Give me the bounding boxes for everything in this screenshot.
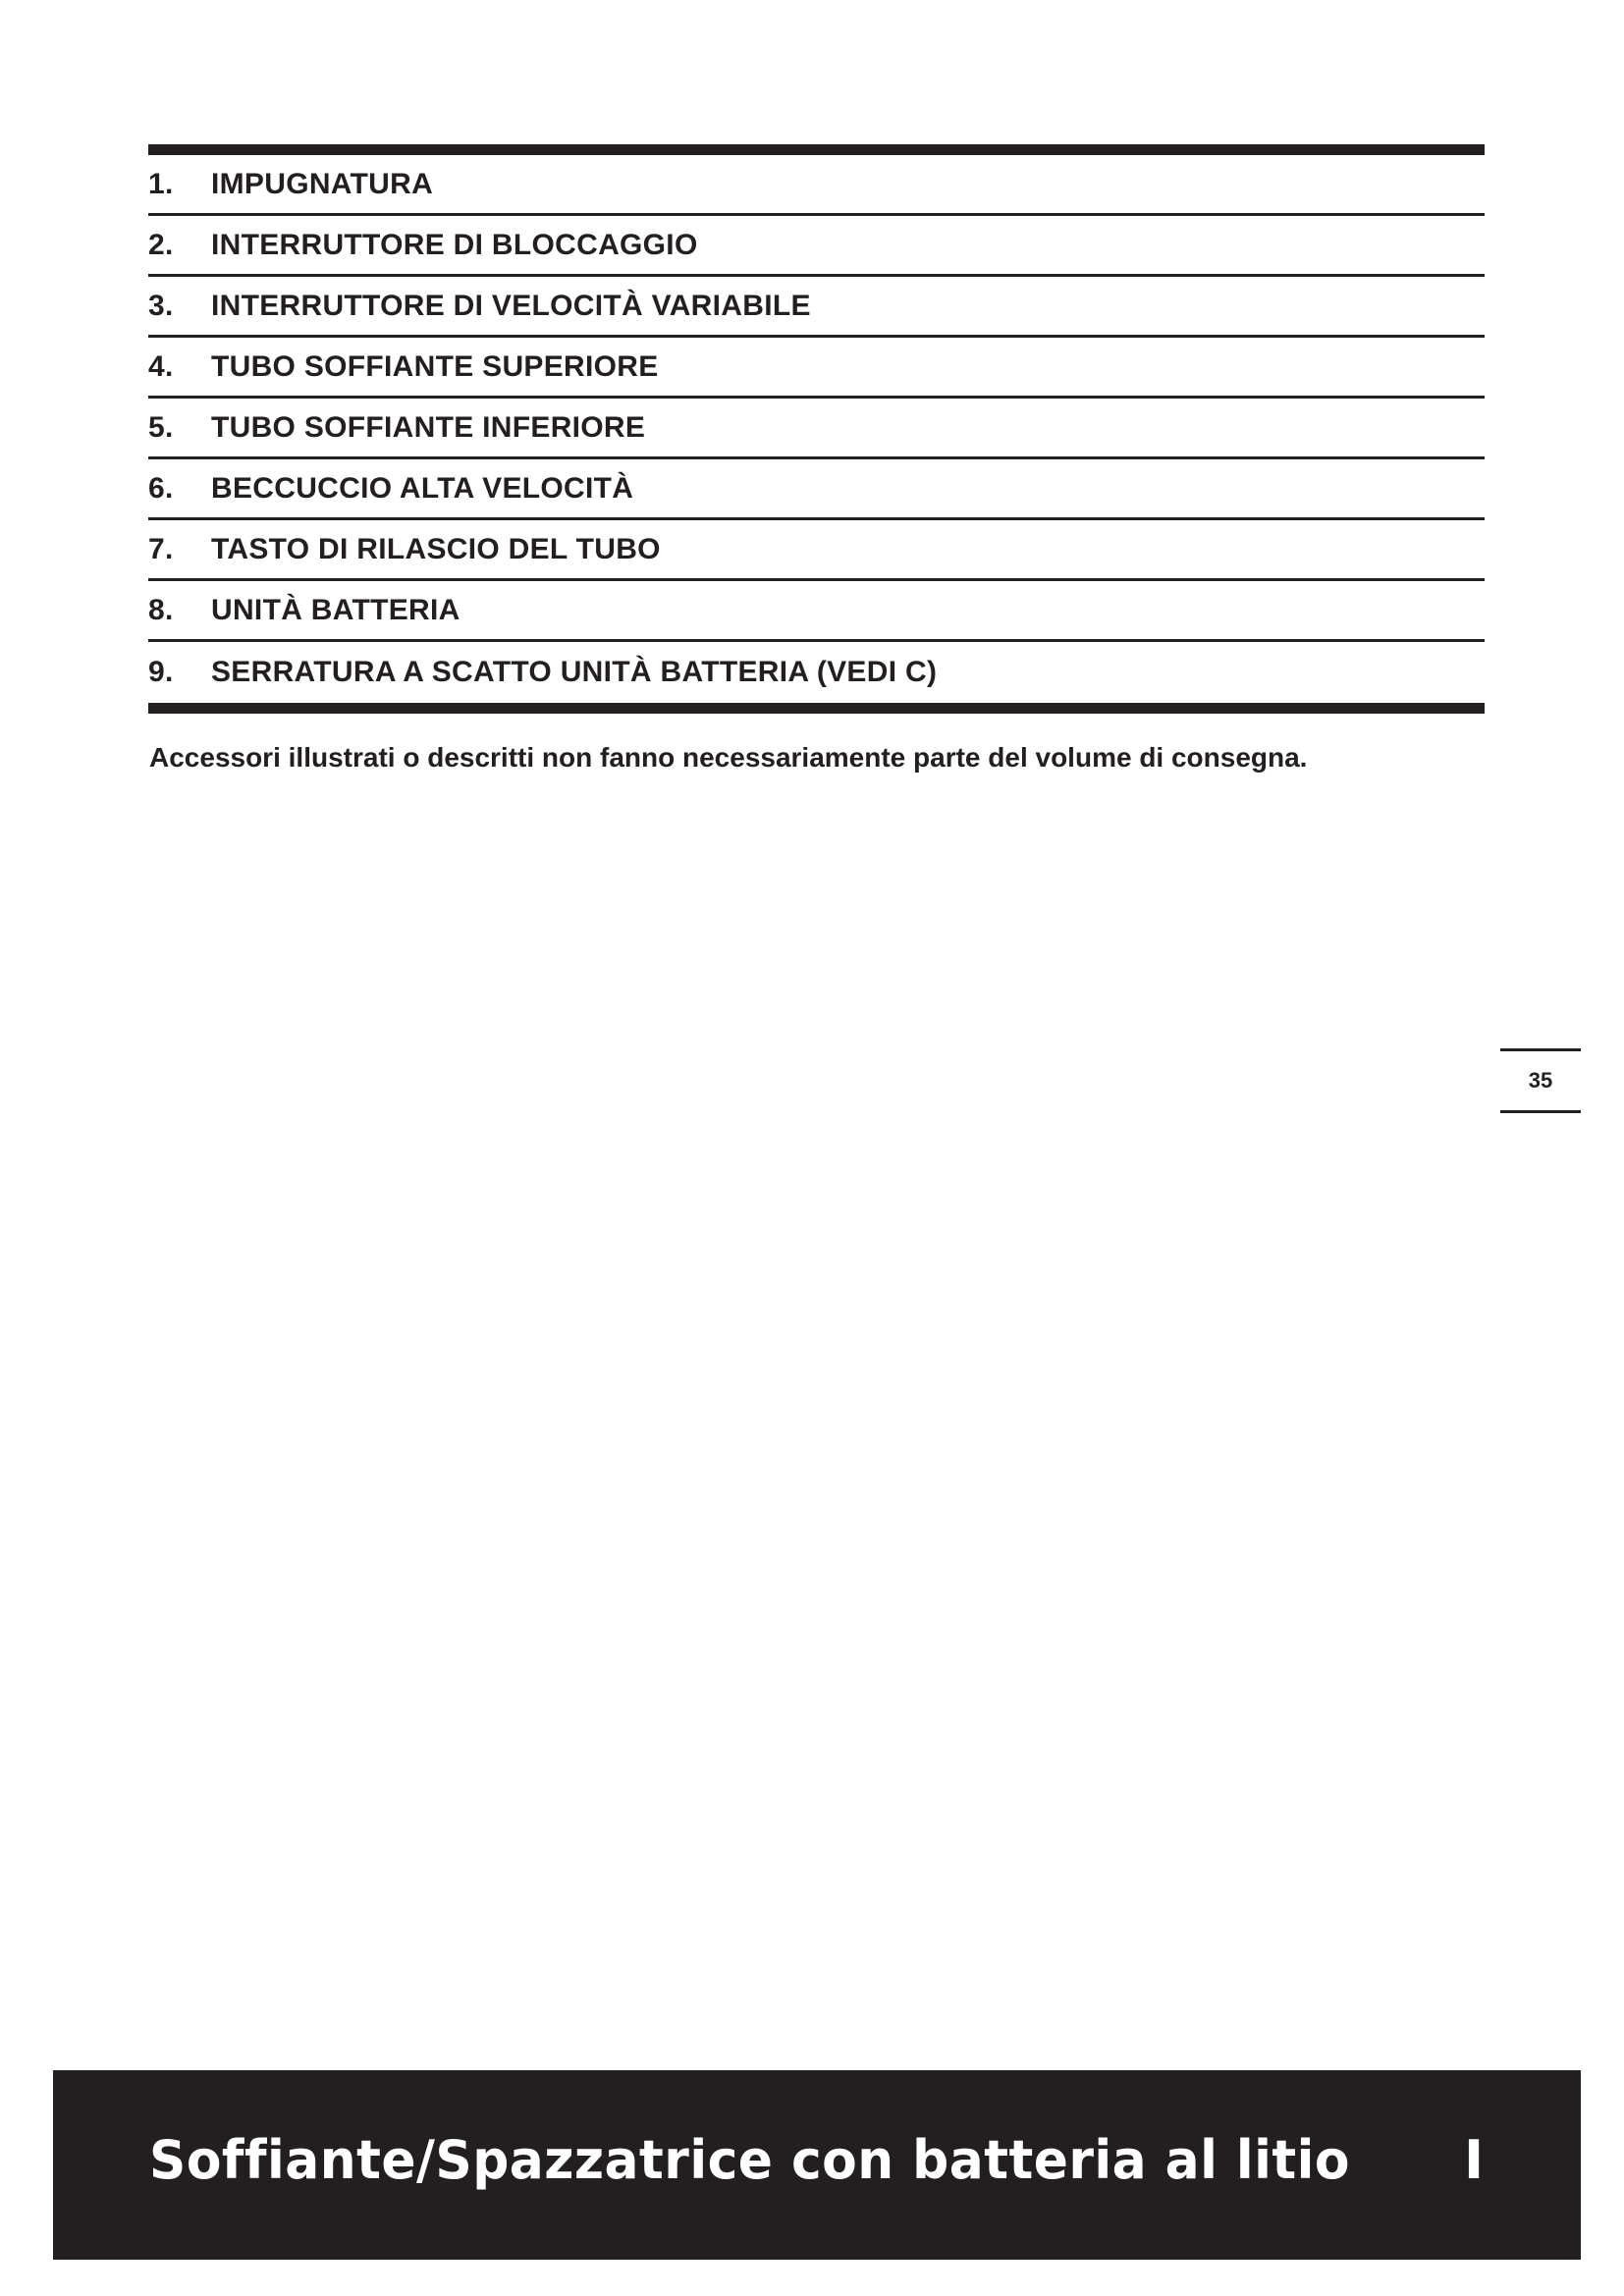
part-number: 9.: [148, 656, 174, 688]
accessories-note: Accessori illustrati o descritti non fanno necessariamente parte del volume di consegna.: [149, 742, 1308, 773]
parts-list: [148, 144, 1485, 714]
part-item: [148, 581, 1485, 642]
part-number: 7.: [148, 532, 174, 565]
part-item: [148, 155, 1485, 216]
footer-title: Soffiante/Spazzatrice con batteria al litio: [149, 2129, 1351, 2191]
part-item: [148, 338, 1485, 399]
part-number: 2.: [148, 228, 174, 261]
part-number: 1.: [148, 167, 174, 200]
part-label: TUBO SOFFIANTE SUPERIORE: [211, 349, 659, 383]
part-label: INTERRUTTORE DI BLOCCAGGIO: [211, 228, 698, 261]
footer-bar: [53, 2070, 1581, 2260]
part-label: INTERRUTTORE DI VELOCITÀ VARIABILE: [211, 289, 811, 322]
part-label: SERRATURA A SCATTO UNITÀ BATTERIA (VEDI C): [211, 656, 938, 688]
part-item: [148, 642, 1485, 703]
part-number: 4.: [148, 349, 174, 383]
part-label: TUBO SOFFIANTE INFERIORE: [211, 410, 646, 444]
part-label: BECCUCCIO ALTA VELOCITÀ: [211, 471, 634, 505]
part-item: [148, 399, 1485, 459]
part-item: [148, 520, 1485, 581]
part-number: 3.: [148, 289, 174, 322]
part-item: [148, 277, 1485, 338]
part-item: [148, 459, 1485, 520]
part-number: 5.: [148, 410, 174, 444]
page-number: 35: [1500, 1048, 1581, 1113]
part-item: [148, 216, 1485, 277]
part-number: 8.: [148, 593, 174, 626]
language-code: I: [1464, 2129, 1485, 2191]
part-label: UNITÀ BATTERIA: [211, 593, 460, 626]
part-label: IMPUGNATURA: [211, 167, 434, 200]
part-label: TASTO DI RILASCIO DEL TUBO: [211, 532, 661, 565]
part-number: 6.: [148, 471, 174, 505]
